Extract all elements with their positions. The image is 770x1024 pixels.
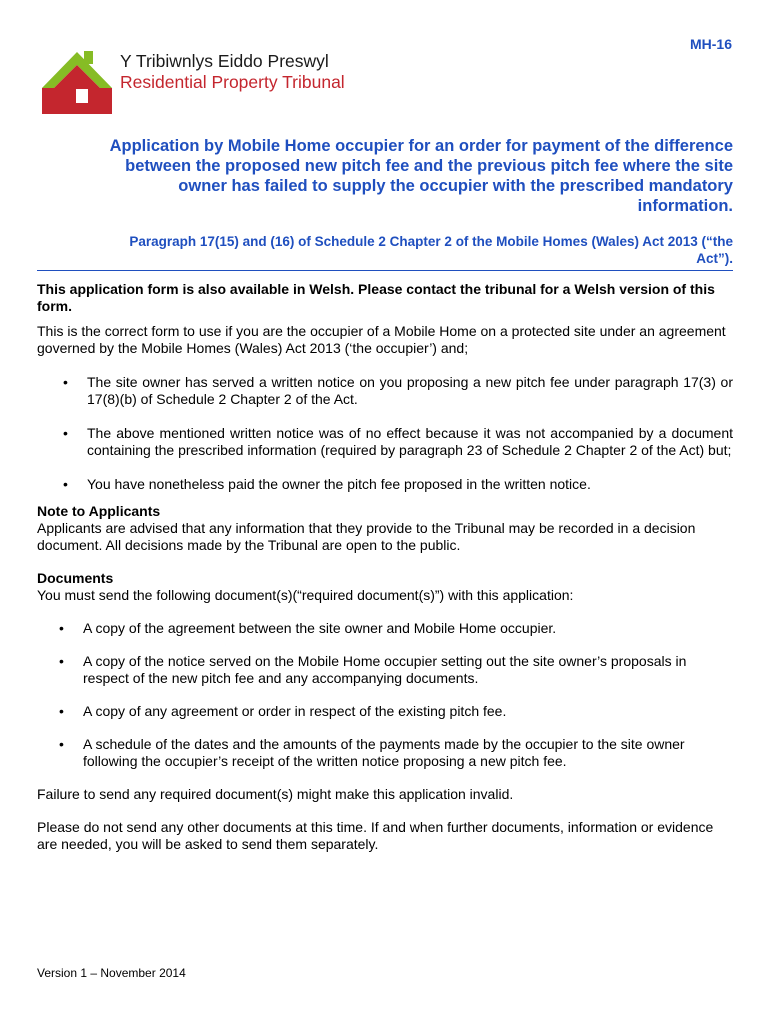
bullet-icon: • (63, 425, 68, 441)
bullet-icon: • (63, 374, 68, 390)
note-heading: Note to Applicants (37, 503, 161, 519)
intro-paragraph: This is the correct form to use if you are the occupier of a Mobile Home on a protected site under an agreement governed by the Mobile Homes (Wales) Act 2013 (‘the occupier’) and; (37, 323, 726, 356)
form-code: MH-16 (689, 36, 732, 52)
title-divider (37, 270, 733, 271)
list-item: • The above mentioned written notice was of no effect because it was not accompanied by a document containing the prescribed information (required by paragraph 23 of Schedule 2 Chapter 2 of the Act) but; (63, 425, 733, 458)
bullet-icon: • (59, 653, 64, 669)
list-item: • A copy of any agreement or order in respect of the existing pitch fee. (59, 703, 507, 719)
note-body: Applicants are advised that any information that they provide to the Tribunal may be recorded in a decision document. All decisions made by the Tribunal are open to the public. (37, 520, 696, 553)
bullet-icon: • (59, 736, 64, 752)
list-item: • The site owner has served a written notice on you proposing a new pitch fee under paragraph 17(3) or 17(8)(b) of Schedule 2 Chapter 2 of the Act. (63, 374, 733, 407)
version-footer: Version 1 – November 2014 (37, 966, 186, 980)
bullet-icon: • (59, 620, 64, 636)
failure-note: Failure to send any required document(s) might make this application invalid. (37, 786, 514, 802)
logo-text-welsh: Y Tribiwnlys Eiddo Preswyl (120, 51, 329, 71)
documents-intro: You must send the following document(s)(“required document(s)”) with this application: (37, 587, 574, 603)
documents-heading: Documents (37, 570, 114, 586)
other-documents-note: Please do not send any other documents at this time. If and when further documents, information or evidence are needed, you will be asked to send them separately. (37, 819, 714, 852)
list-item: • You have nonetheless paid the owner the pitch fee proposed in the written notice. (63, 476, 591, 492)
list-item: • A copy of the agreement between the site owner and Mobile Home occupier. (59, 620, 557, 636)
form-title: Application by Mobile Home occupier for an order for payment of the difference between the proposed new pitch fee and the previous pitch fee where the site owner has failed to supply the occupier with the prescribed mandatory information. (109, 137, 733, 215)
form-subtitle: Paragraph 17(15) and (16) of Schedule 2 Chapter 2 of the Mobile Homes (Wales) Act 2013 (“the Act”). (129, 234, 733, 266)
list-item: • A copy of the notice served on the Mobile Home occupier setting out the site owner’s proposals in respect of the new pitch fee and any accompanying documents. (59, 653, 687, 686)
welsh-availability-note: This application form is also available in Welsh. Please contact the tribunal for a Welsh version of this form. (37, 281, 715, 314)
bullet-icon: • (59, 703, 64, 719)
list-item: • A schedule of the dates and the amounts of the payments made by the occupier to the site owner following the occupier’s receipt of the written notice proposing a new pitch fee. (59, 736, 685, 769)
logo-text-english: Residential Property Tribunal (120, 72, 345, 92)
tribunal-logo (40, 48, 370, 123)
conditions-list (37, 374, 733, 493)
documents-list (37, 620, 733, 770)
form-body (37, 281, 733, 853)
bullet-icon: • (63, 476, 68, 492)
house-logo-icon (40, 48, 116, 118)
